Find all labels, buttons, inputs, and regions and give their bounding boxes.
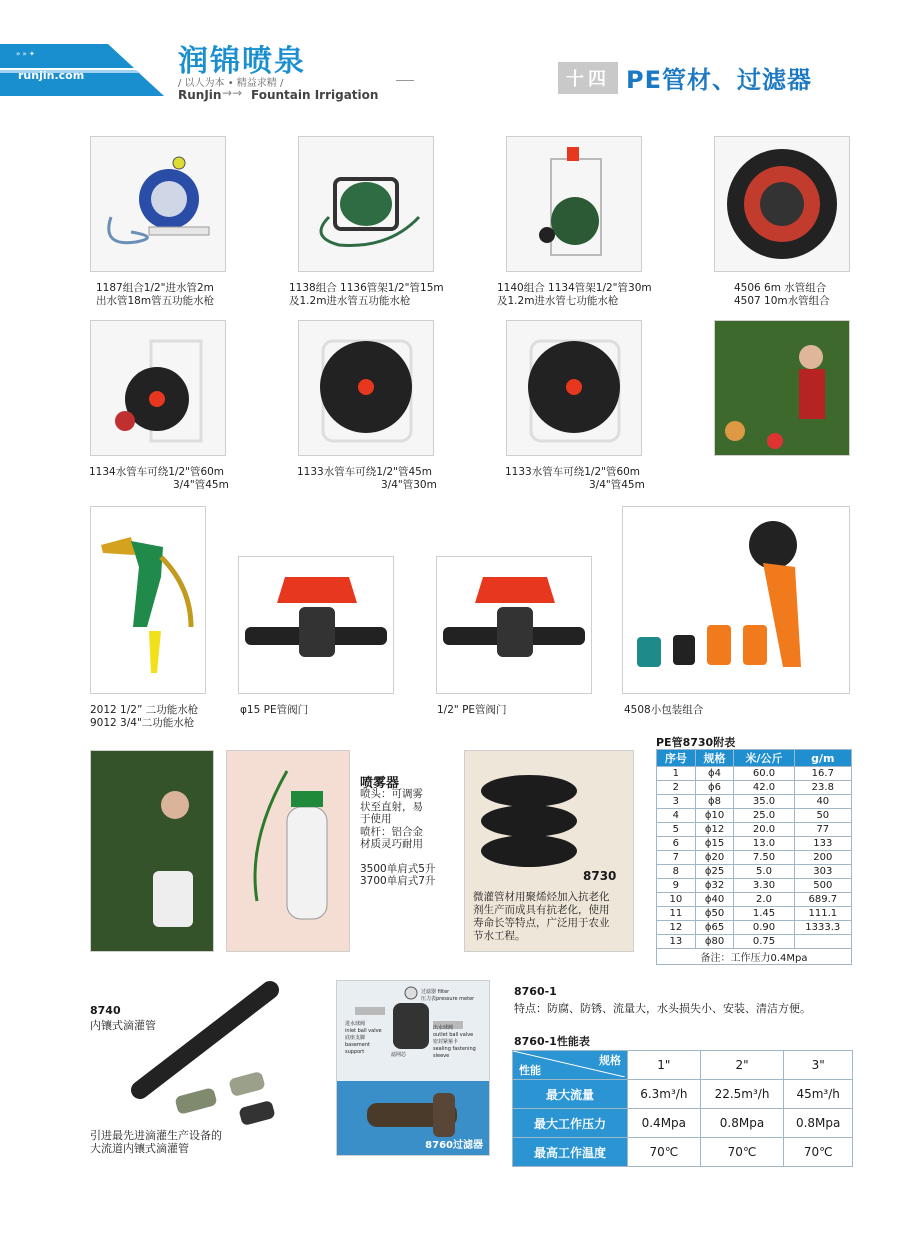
table-row <box>657 767 852 781</box>
hose-cart-icon <box>91 321 225 455</box>
table-cell: 70℃ <box>628 1138 701 1167</box>
table-cell: 7.50 <box>734 851 794 865</box>
caption-kit-4508: 4508小包装组合 <box>624 704 704 716</box>
table-cell: 11 <box>657 907 696 921</box>
table-body <box>657 767 852 949</box>
table-header-row <box>657 750 852 767</box>
caption-1187: 1187组合1/2"进水管2m 出水管18m管五功能水枪 <box>96 282 215 307</box>
table-row <box>657 921 852 935</box>
sprayer-description: 喷头：可调雾 状至直射，易 于使用 喷杆：铝合金 材质灵巧耐用 3500单肩式5升 3700单肩式7升 <box>360 788 436 887</box>
table-cell: ϕ65 <box>695 921 734 935</box>
table-row <box>657 879 852 893</box>
table-cell: 5 <box>657 823 696 837</box>
filter-code-8760: 8760-1 <box>514 985 557 998</box>
table-cell: 200 <box>794 851 851 865</box>
valve-icon <box>437 557 591 693</box>
table-header-row <box>513 1051 853 1080</box>
corner-label-spec: 规格 <box>599 1054 621 1067</box>
table-cell: ϕ12 <box>695 823 734 837</box>
caption-valve-15: φ15 PE管阀门 <box>240 704 309 716</box>
caption-4506: 4506 6m 水管组合 4507 10m水管组合 <box>734 282 830 307</box>
table-cell: 35.0 <box>734 795 794 809</box>
table-cell: 500 <box>794 879 851 893</box>
table-cell: 6 <box>657 837 696 851</box>
filter-part-label-core: 滤网芯 <box>391 1052 407 1058</box>
table-cell: 1.45 <box>734 907 794 921</box>
table-footer-row <box>657 949 852 965</box>
caption-1134: 1134水管车可绕1/2"管60m 3/4"管45m <box>89 466 229 491</box>
table-cell: 0.90 <box>734 921 794 935</box>
site-url: runjin.com <box>18 69 85 82</box>
table-cell: 40 <box>794 795 851 809</box>
caption-spray-gun: 2012 1/2” 二功能水枪 9012 3/4"二功能水枪 <box>90 704 199 729</box>
filter-table-title: 8760-1性能表 <box>514 1035 590 1048</box>
section-title: PE管材、过滤器 <box>626 66 812 94</box>
filter-8760-features: 特点：防腐、防锈、流量大，水头损失小、安装、清洁方便。 <box>514 1002 811 1015</box>
table-cell: ϕ10 <box>695 809 734 823</box>
person-spraying-image <box>91 751 213 951</box>
column-header: 米/公斤 <box>734 750 794 767</box>
table-cell: 12 <box>657 921 696 935</box>
table-row <box>657 893 852 907</box>
table-cell: 2 <box>657 781 696 795</box>
table-cell: 3.30 <box>734 879 794 893</box>
product-photo-valve-15 <box>238 556 394 694</box>
table-cell: ϕ50 <box>695 907 734 921</box>
table-cell: 2.0 <box>734 893 794 907</box>
lifestyle-photo-watering <box>714 320 850 456</box>
product-panel-8730 <box>464 750 634 952</box>
brand-name-en: RunJin <box>178 88 222 102</box>
caption-1140: 1140组合 1134管架1/2"管30m 及1.2m进水管七功能水枪 <box>497 282 652 307</box>
drip-name-8740: 内镶式滴灌管 <box>90 1019 156 1032</box>
coiled-hose-icon <box>715 137 849 271</box>
table-cell: 4 <box>657 809 696 823</box>
svg-text:» » ✦: » » ✦ <box>16 50 35 58</box>
lifestyle-photo-sprayer <box>90 750 214 952</box>
filter-photo-caption: 8760过滤器 <box>425 1140 483 1151</box>
caption-valve-half-inch: 1/2" PE管阀门 <box>437 704 507 716</box>
filter-part-labels-right: 过滤器 filter 压力表pressure meter <box>421 989 475 1002</box>
table-cell: 3 <box>657 795 696 809</box>
product-photo-1133-45m <box>298 320 434 456</box>
product-photo-1140 <box>506 136 642 272</box>
brand-name-cn: 润锦喷泉 <box>178 44 306 79</box>
table-cell: 1 <box>657 767 696 781</box>
table-cell: 111.1 <box>794 907 851 921</box>
product-photo-valve-half-inch <box>436 556 592 694</box>
table-row <box>657 837 852 851</box>
product-photo-1187 <box>90 136 226 272</box>
table-row <box>657 865 852 879</box>
row-label: 最大工作压力 <box>513 1109 628 1138</box>
product-photo-1133-60m <box>506 320 642 456</box>
table-cell: 16.7 <box>794 767 851 781</box>
sprayer-title: 喷雾器 <box>360 776 400 791</box>
table-cell <box>794 935 851 949</box>
table-cell: 13 <box>657 935 696 949</box>
pipe-8730-description: 微灌管材用聚烯烃加入抗老化 剂生产而成具有抗老化，使用 寿命长等特点，广泛用于农业 节水工程。 <box>473 891 610 942</box>
corner-label-performance: 性能 <box>519 1064 541 1077</box>
table-cell: ϕ20 <box>695 851 734 865</box>
size-header: 2" <box>700 1051 784 1080</box>
table-cell: 25.0 <box>734 809 794 823</box>
table-cell: 303 <box>794 865 851 879</box>
table-cell: 133 <box>794 837 851 851</box>
table-cell: 1333.3 <box>794 921 851 935</box>
table-cell: 70℃ <box>700 1138 784 1167</box>
table-cell: 10 <box>657 893 696 907</box>
product-photo-sprayer <box>226 750 350 952</box>
table-cell: 0.8Mpa <box>784 1109 853 1138</box>
table-cell: 23.8 <box>794 781 851 795</box>
table-row <box>657 781 852 795</box>
product-photo-spray-gun-2012 <box>90 506 206 694</box>
brand-tagline-en: Fountain Irrigation <box>251 88 379 102</box>
table-cell: ϕ32 <box>695 879 734 893</box>
hose-reel-icon <box>91 137 225 271</box>
caption-1138: 1138组合 1136管架1/2"管15m 及1.2m进水管五功能水枪 <box>289 282 444 307</box>
pipe-code-8730: 8730 <box>583 869 617 883</box>
caption-1133-45m: 1133水管车可绕1/2"管45m 3/4"管30m <box>297 466 437 491</box>
size-header: 3" <box>784 1051 853 1080</box>
product-photo-4506 <box>714 136 850 272</box>
hose-reel-icon <box>507 321 641 455</box>
table-cell: 5.0 <box>734 865 794 879</box>
row-label: 最大流量 <box>513 1080 628 1109</box>
table-cell: ϕ8 <box>695 795 734 809</box>
table-cell: 0.4Mpa <box>628 1109 701 1138</box>
table-cell: ϕ80 <box>695 935 734 949</box>
spray-gun-icon <box>91 507 205 693</box>
table-cell: 0.8Mpa <box>700 1109 784 1138</box>
table-cell: 6.3m³/h <box>628 1080 701 1109</box>
arrow-icon: →→ <box>222 86 243 100</box>
table-cell: 689.7 <box>794 893 851 907</box>
table-note: 备注：工作压力0.4Mpa <box>657 949 852 965</box>
table-cell: 20.0 <box>734 823 794 837</box>
table-cell: 42.0 <box>734 781 794 795</box>
filter-performance-table <box>512 1050 853 1167</box>
caption-1133-60m: 1133水管车可绕1/2"管60m 3/4"管45m <box>505 466 645 491</box>
hose-cart-icon <box>507 137 641 271</box>
table-row <box>513 1080 853 1109</box>
column-header: 规格 <box>695 750 734 767</box>
table-cell: 7 <box>657 851 696 865</box>
table-row <box>513 1109 853 1138</box>
table-8730-title: PE管8730附表 <box>656 736 736 749</box>
hose-reel-icon <box>299 321 433 455</box>
coiled-pipe-icon <box>465 751 633 881</box>
drip-8740-description: 引进最先进滴灌生产设备的 大流道内镶式滴灌管 <box>90 1129 222 1155</box>
table-cell: 0.75 <box>734 935 794 949</box>
section-number: 十四 <box>558 62 618 94</box>
table-cell: ϕ25 <box>695 865 734 879</box>
filter-part-labels-left: 进水球阀 inlet ball valve 底座支脚 basement support <box>345 1021 382 1055</box>
table-cell: 8 <box>657 865 696 879</box>
table-row <box>657 907 852 921</box>
table-cell: 22.5m³/h <box>700 1080 784 1109</box>
table-cell: ϕ15 <box>695 837 734 851</box>
table-cell: 9 <box>657 879 696 893</box>
sprayer-bottle-icon <box>227 751 349 951</box>
column-header: g/m <box>794 750 851 767</box>
table-cell: 50 <box>794 809 851 823</box>
row-label: 最高工作温度 <box>513 1138 628 1167</box>
product-photo-kit-4508 <box>622 506 850 694</box>
table-cell: 13.0 <box>734 837 794 851</box>
divider <box>396 80 414 81</box>
table-row <box>657 851 852 865</box>
table-cell: 45m³/h <box>784 1080 853 1109</box>
hose-reel-icon <box>299 137 433 271</box>
nozzle-kit-icon <box>623 507 849 693</box>
table-row <box>657 935 852 949</box>
person-watering-garden-image <box>715 321 849 455</box>
table-corner-cell <box>513 1051 628 1080</box>
product-photo-filter-8760 <box>336 980 490 1156</box>
table-cell: ϕ4 <box>695 767 734 781</box>
table-cell: 77 <box>794 823 851 837</box>
table-cell: 60.0 <box>734 767 794 781</box>
size-header: 1" <box>628 1051 701 1080</box>
column-header: 序号 <box>657 750 696 767</box>
drip-code-8740: 8740 <box>90 1004 121 1017</box>
filter-part-labels-outlet: 出水球阀 outlet ball valve 密封紧箍卡 sealing fastening sleeve <box>433 1025 476 1059</box>
table-cell: ϕ6 <box>695 781 734 795</box>
table-8730 <box>656 749 852 965</box>
table-cell: 70℃ <box>784 1138 853 1167</box>
table-row <box>657 795 852 809</box>
filter-closeup-image <box>337 1081 489 1155</box>
table-row <box>657 823 852 837</box>
table-row <box>657 809 852 823</box>
drip-pipe-icon <box>130 980 280 1125</box>
brand-slogan: / 以人为本 • 精益求精 / <box>178 78 284 89</box>
valve-icon <box>239 557 393 693</box>
product-photo-1138 <box>298 136 434 272</box>
table-row <box>513 1138 853 1167</box>
table-cell: ϕ40 <box>695 893 734 907</box>
product-photo-1134 <box>90 320 226 456</box>
